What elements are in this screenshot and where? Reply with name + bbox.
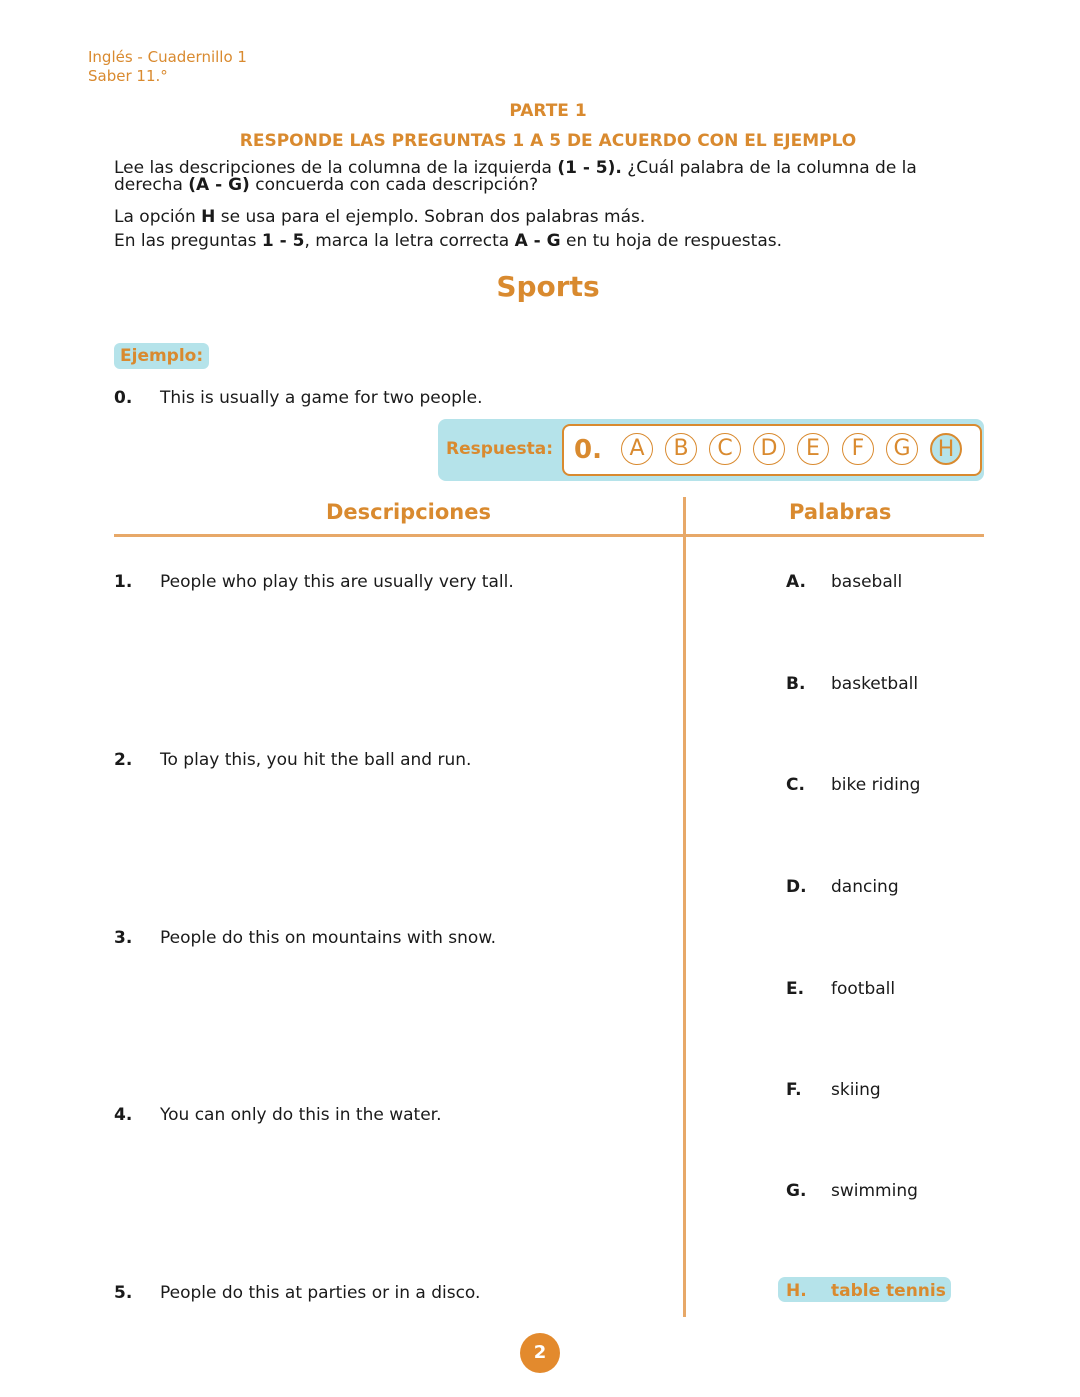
word-letter-example: H. [786,1281,807,1301]
description-number: 5. [114,1283,133,1303]
answer-number: 0. [574,435,602,465]
word-text: bike riding [831,775,921,795]
part-title: PARTE 1 [509,101,587,121]
column-heading-words: Palabras [789,500,892,524]
answer-bubble-h-selected[interactable]: H [930,433,962,465]
instruction-paragraph-1: Lee las descripciones de la columna de la izquierda (1 - 5). ¿Cuál palabra de la columna de la derecha (A - G) concuerda con cada descripción? [114,158,917,195]
answer-label: Respuesta: [446,439,554,459]
instruction-paragraph-2: La opción H se usa para el ejemplo. Sobran dos palabras más. [114,207,646,227]
document-header [88,48,247,86]
description-text: People do this on mountains with snow. [160,928,497,948]
word-letter: G. [786,1181,807,1201]
description-number: 3. [114,928,133,948]
table-column-divider [683,497,686,1317]
description-text: People who play this are usually very tall. [160,572,514,592]
table-header-divider [114,534,984,537]
description-number: 4. [114,1105,133,1125]
topic-title: Sports [496,270,600,303]
word-text: swimming [831,1181,918,1201]
answer-bubble-g[interactable]: G [886,433,918,465]
column-heading-descriptions: Descripciones [326,500,491,524]
word-text: baseball [831,572,903,592]
description-text: People do this at parties or in a disco. [160,1283,481,1303]
answer-bubble-f[interactable]: F [842,433,874,465]
answer-bubbles [562,424,982,476]
header-grade: Saber 11.° [88,67,168,85]
word-text: skiing [831,1080,881,1100]
answer-bubble-b[interactable]: B [665,433,697,465]
description-text: To play this, you hit the ball and run. [160,750,472,770]
answer-box [438,419,984,481]
word-text: basketball [831,674,919,694]
page-number-badge: 2 [520,1333,560,1373]
word-text: dancing [831,877,899,897]
instruction-paragraph-3: En las preguntas 1 - 5, marca la letra correcta A - G en tu hoja de respuestas. [114,231,782,251]
word-letter: F. [786,1080,802,1100]
example-text: This is usually a game for two people. [160,388,483,408]
word-text: football [831,979,896,999]
example-label: Ejemplo: [114,343,209,369]
answer-bubble-d[interactable]: D [753,433,785,465]
word-text-example: table tennis [831,1281,946,1301]
answer-bubble-c[interactable]: C [709,433,741,465]
answer-bubble-e[interactable]: E [797,433,829,465]
description-number: 1. [114,572,133,592]
word-letter: C. [786,775,805,795]
word-letter: D. [786,877,807,897]
word-letter: A. [786,572,806,592]
answer-bubble-a[interactable]: A [621,433,653,465]
word-letter: E. [786,979,805,999]
word-letter: B. [786,674,806,694]
instruction-heading: RESPONDE LAS PREGUNTAS 1 A 5 DE ACUERDO CON EL EJEMPLO [239,131,857,151]
example-number: 0. [114,388,133,408]
description-number: 2. [114,750,133,770]
description-text: You can only do this in the water. [160,1105,442,1125]
header-subject: Inglés - Cuadernillo 1 [88,48,247,66]
